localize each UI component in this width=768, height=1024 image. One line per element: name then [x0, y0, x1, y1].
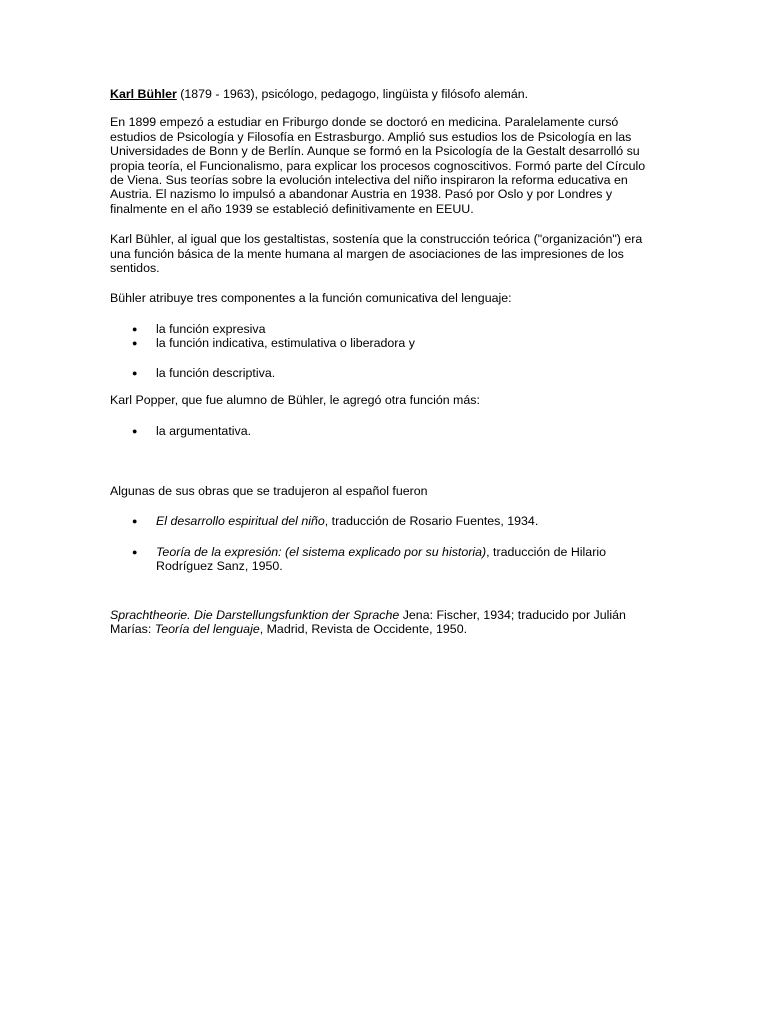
document-body — [110, 87, 655, 636]
bullet-icon: ● — [132, 338, 138, 349]
author-name: Karl Bühler — [110, 87, 177, 101]
list-item: ● la función indicativa, estimulativa o liberadora y — [132, 336, 415, 351]
bullet-icon: ● — [132, 516, 138, 527]
intro-paragraph — [110, 87, 655, 101]
functions-list — [110, 322, 655, 380]
biography-paragraph: En 1899 empezó a estudiar en Friburgo donde se doctoró en medicina. Paralelamente cursó estudios de Psicología y Filosofía en Estrasburgo. Amplió sus estudios los de Psicología en las Universidades de Bonn y de Berlín. Aunque se formó en la Psicología de la Gestalt desarrolló su propia teoría, el Funcionalismo, para explicar los procesos cognoscitivos. Formó parte del Círculo de Viena. Sus teorías sobre la evolución intelectiva del niño inspiraron la reforma educativa en Austria. El nazismo lo impulsó a abandonar Austria en 1938. Pasó por Oslo y por Londres y finalmente en el año 1939 se estableció definitivamente en EEUU. — [110, 115, 646, 216]
intro-text: (1879 - 1963), psicólogo, pedagogo, lingüista y filósofo alemán. — [176, 87, 529, 101]
work-title: Teoría de la expresión: (el sistema explicado por su historia) — [156, 544, 487, 559]
bullet-icon: ● — [132, 367, 138, 378]
list-item: ● El desarrollo espiritual del niño, traducción de Rosario Fuentes, 1934. — [132, 514, 539, 529]
works-list — [110, 514, 655, 573]
list-item: ● Teoría de la expresión: (el sistema explicado por su historia), traducción de Hilario Rodríguez Sanz, 1950. — [132, 544, 606, 574]
popper-paragraph: Karl Popper, que fue alumno de Bühler, le agregó otra función más: — [110, 393, 480, 408]
work-title: Teoría del lenguaje — [154, 621, 260, 636]
list-item: ● la argumentativa. — [132, 423, 252, 438]
work-title: El desarrollo espiritual del niño — [156, 514, 325, 529]
gestalt-paragraph: Karl Bühler, al igual que los gestaltistas, sostenía que la construcción teórica ("organización") era una función básica de la mente humana al margen de asociaciones de las impresiones de los sentidos. — [110, 232, 643, 276]
bullet-icon: ● — [132, 425, 138, 436]
bullet-icon: ● — [132, 323, 138, 334]
functions-intro: Bühler atribuye tres componentes a la función comunicativa del lenguaje: — [110, 291, 512, 306]
sprachtheorie-paragraph: Sprachtheorie. Die Darstellungsfunktion der Sprache Jena: Fischer, 1934; traducido por Julián Marías: Teoría del lenguaje, Madrid, Revista de Occidente, 1950. — [110, 607, 626, 636]
list-item: ● la función expresiva — [132, 321, 266, 336]
work-title: Sprachtheorie. Die Darstellungsfunktion der Sprache — [110, 607, 400, 622]
list-item: ● la función descriptiva. — [132, 365, 276, 380]
works-intro: Algunas de sus obras que se tradujeron al español fueron — [110, 483, 428, 498]
bullet-icon: ● — [132, 546, 138, 557]
popper-list — [110, 424, 655, 438]
